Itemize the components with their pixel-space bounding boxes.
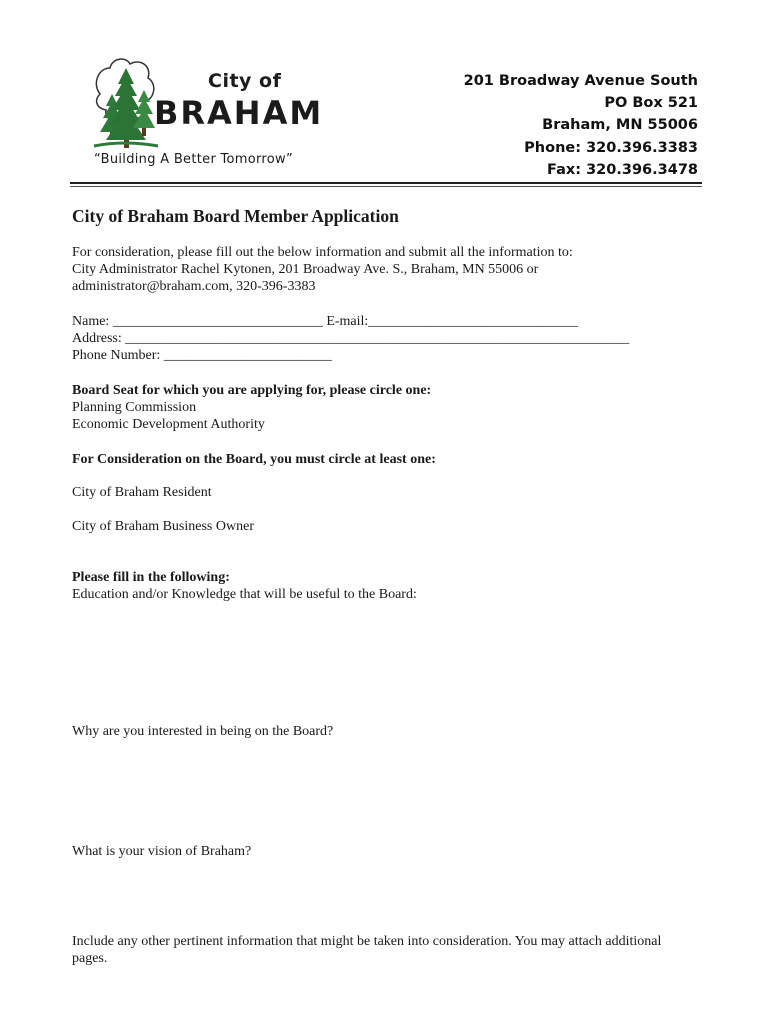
city-address-block xyxy=(464,70,698,181)
question-education: Education and/or Knowledge that will be useful to the Board: xyxy=(72,587,417,602)
address-line: PO Box 521 xyxy=(604,95,698,112)
header-divider xyxy=(70,182,702,184)
address-line: 201 Broadway Avenue South xyxy=(463,73,698,89)
header-divider-thin xyxy=(70,186,702,187)
question-interest: Why are you interested in being on the Board? xyxy=(72,724,334,739)
address-line: Braham, MN 55006 xyxy=(542,117,698,134)
consideration-option-business-owner[interactable]: City of Braham Business Owner xyxy=(72,519,254,534)
closing-line: Include any other pertinent information that might be taken into consideration. You may attach additional xyxy=(72,934,662,949)
intro-line: City Administrator Rachel Kytonen, 201 Broadway Ave. S., Braham, MN 55006 or xyxy=(72,262,539,277)
consideration-heading: For Consideration on the Board, you must circle at least one: xyxy=(72,452,436,467)
board-seat-option-planning[interactable]: Planning Commission xyxy=(72,400,197,415)
city-logo xyxy=(90,54,350,174)
address-line: Phone: 320.396.3383 xyxy=(524,139,698,156)
board-seat-heading: Board Seat for which you are applying for, please circle one: xyxy=(72,383,432,398)
intro-line: For consideration, please fill out the below information and submit all the information to: xyxy=(72,245,573,260)
name-email-field[interactable]: Name: ______________________________ E-mail:______________________________ xyxy=(72,314,579,329)
question-vision: What is your vision of Braham? xyxy=(72,844,252,859)
logo-name-text: BRAHAM xyxy=(154,94,324,132)
closing-line: pages. xyxy=(72,951,108,966)
intro-line: administrator@braham.com, 320-396-3383 xyxy=(72,279,316,294)
phone-field[interactable]: Phone Number: ________________________ xyxy=(72,348,332,363)
address-line: Fax: 320.396.3478 xyxy=(547,161,698,178)
logo-city-text: City of xyxy=(208,70,282,92)
pine-trees-icon xyxy=(90,54,160,154)
fill-in-heading: Please fill in the following: xyxy=(72,570,230,585)
form-title: City of Braham Board Member Application xyxy=(72,206,399,226)
board-seat-option-eda[interactable]: Economic Development Authority xyxy=(72,417,265,432)
consideration-option-resident[interactable]: City of Braham Resident xyxy=(72,485,212,500)
logo-tagline: “Building A Better Tomorrow” xyxy=(94,152,294,167)
address-field[interactable]: Address: ________________________________________________________________________ xyxy=(72,331,630,346)
